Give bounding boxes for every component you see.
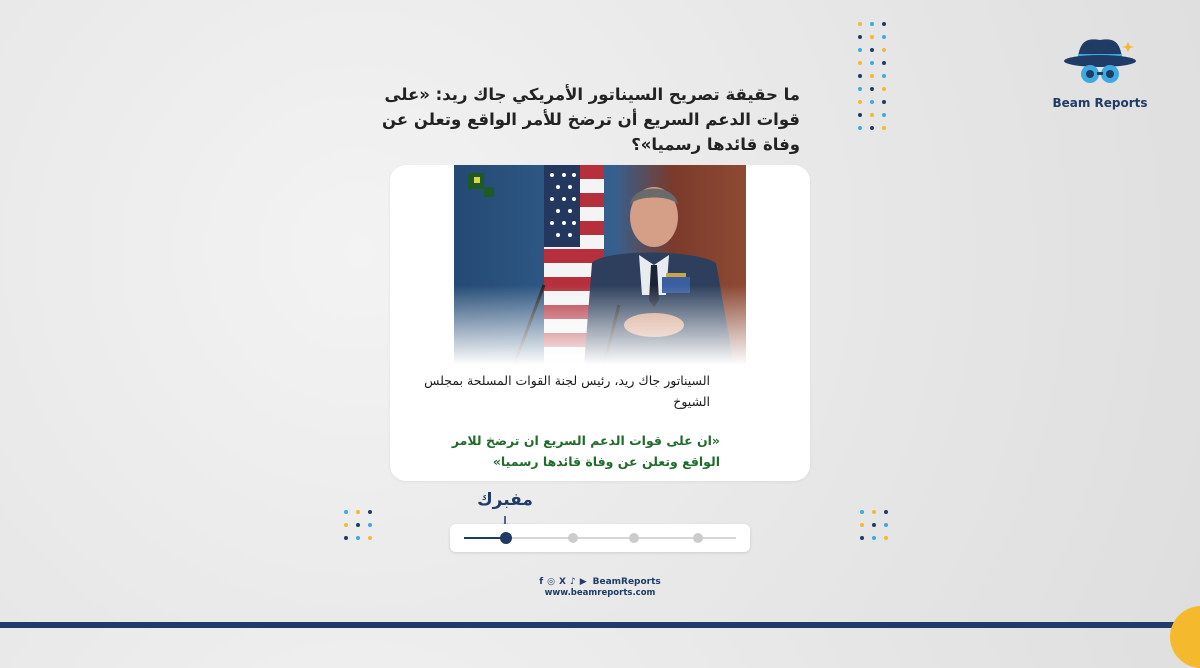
claim-quote: «ان على قوات الدعم السريع ان ترضخ للامر الواقع وتعلن عن وفاة قائدها رسميا»: [451, 433, 720, 469]
brand-name: Beam Reports: [1052, 96, 1148, 110]
verdict-label: مفبرك: [477, 490, 533, 510]
verdict-scale-step-3: [629, 533, 639, 543]
website-url[interactable]: www.beamreports.com: [544, 588, 656, 598]
press-briefing-photo: [454, 165, 746, 365]
verdict-scale-step-1: [500, 532, 512, 544]
dot-pattern-top: [858, 22, 887, 130]
tiktok-icon[interactable]: ♪: [569, 577, 576, 587]
bottom-accent-bar: [0, 622, 1200, 628]
article-headline: ما حقيقة تصريح السيناتور الأمريكي جاك ريد: «على قوات الدعم السريع أن ترضخ للأمر الواقع وتعلن عن وفاة قائدها رسميا»؟: [382, 85, 800, 154]
photo-caption: السيناتور جاك ريد، رئيس لجنة القوات المسلحة بمجلس الشيوخ: [424, 373, 710, 409]
youtube-icon[interactable]: ▶: [579, 577, 587, 587]
brand-logo[interactable]: [1040, 30, 1160, 115]
claim-card: [390, 165, 810, 481]
corner-accent-circle: [1170, 606, 1200, 668]
verdict-scale-step-2: [568, 533, 578, 543]
social-links: [530, 576, 670, 588]
facebook-icon[interactable]: f: [539, 577, 544, 587]
x-icon[interactable]: X: [558, 577, 566, 587]
verdict-scale: [450, 524, 750, 552]
verdict-scale-step-4: [693, 533, 703, 543]
dot-pattern-left: [344, 510, 373, 540]
dot-pattern-right: [860, 510, 889, 540]
instagram-icon[interactable]: ◎: [547, 577, 555, 587]
social-handle: BeamReports: [592, 577, 661, 587]
spy-hat-glasses-icon: [1040, 30, 1160, 96]
